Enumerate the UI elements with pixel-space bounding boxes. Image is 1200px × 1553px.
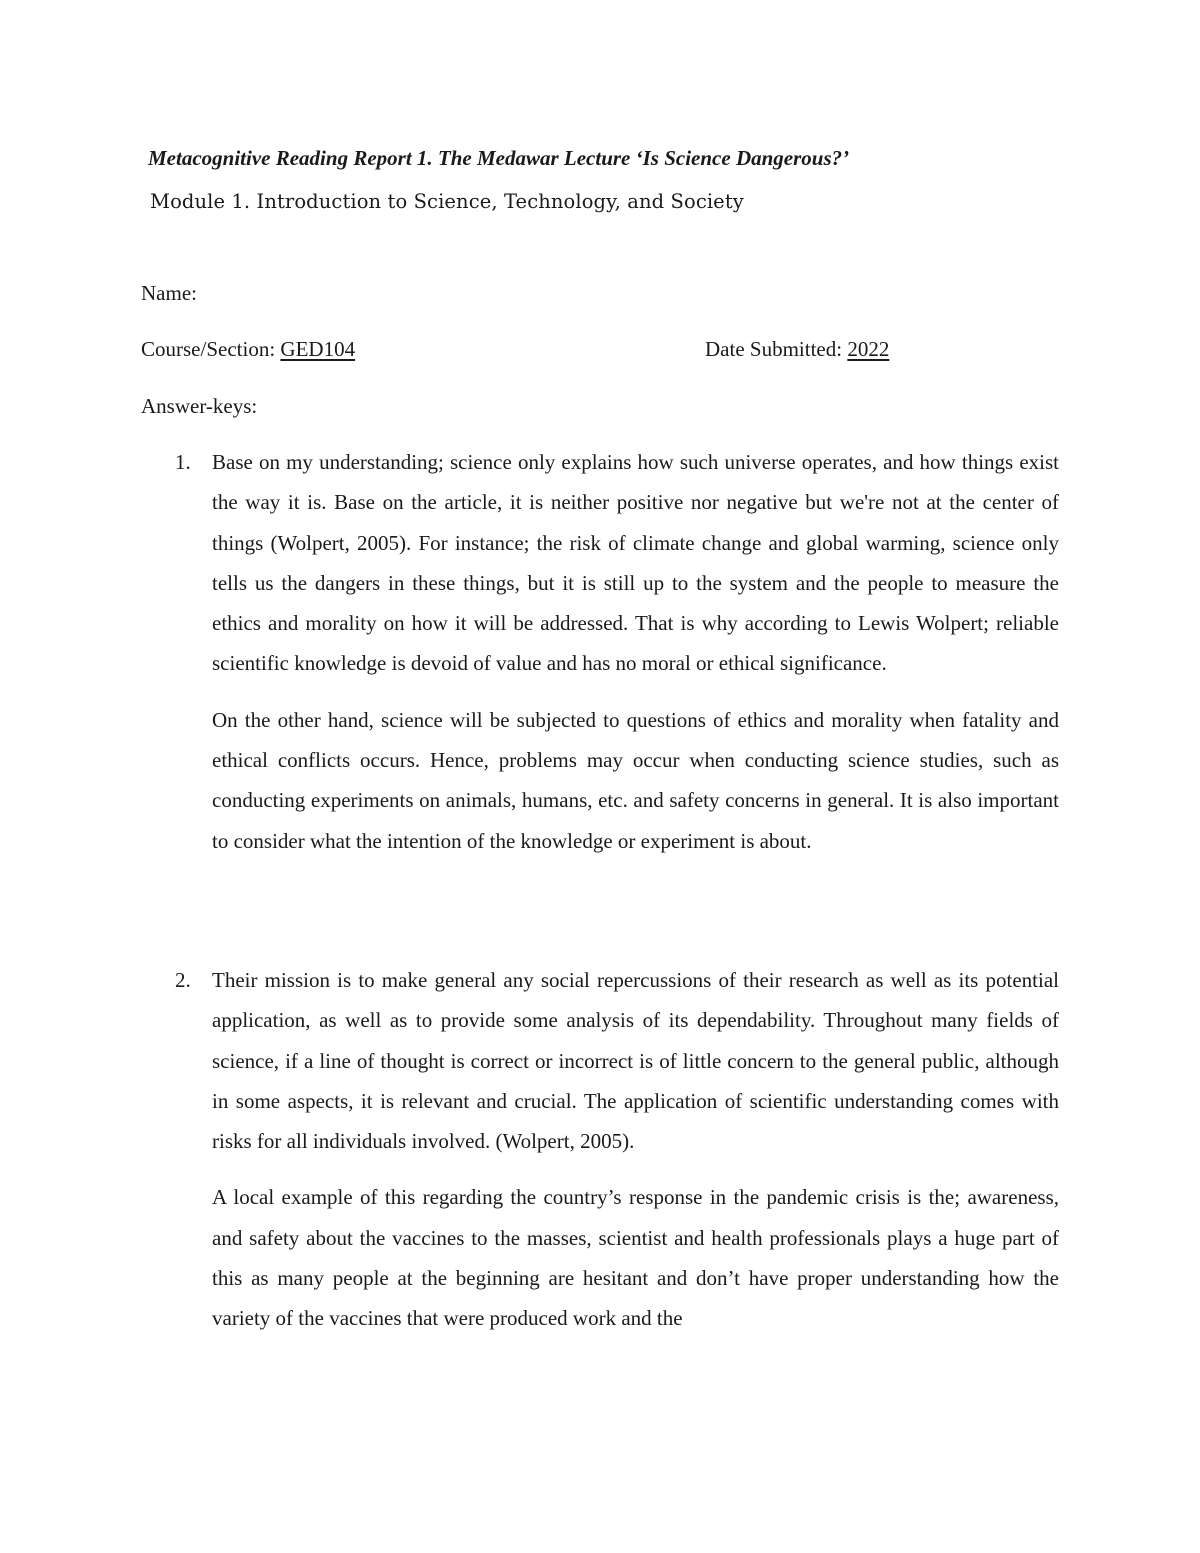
date-submitted-field: [705, 337, 889, 362]
answer-list-item-1: [141, 442, 1059, 877]
list-item: [141, 442, 1059, 861]
answer-paragraph: Base on my understanding; science only explains how such universe operates, and how things exist the way it is. Base on the article, it is neither positive nor negative but we're not at the center of things (Wolpert, 2005). For instance; the risk of climate change and global warming, science only tells us the dangers in these things, but it is still up to the system and the people to measure the ethics and morality on how it will be addressed. That is why according to Lewis Wolpert; reliable scientific knowledge is devoid of value and has no moral or ethical significance.: [212, 450, 1059, 676]
answer-keys-label: Answer-keys:: [141, 394, 258, 418]
answer-paragraph: Their mission is to make general any social repercussions of their research as well as its potential application, as well as to provide some analysis of its dependability. Throughout many fields of science, if a line of thought is correct or incorrect is of little concern to the general public, although in some aspects, it is relevant and crucial. The application of scientific understanding comes with risks for all individuals involved. (Wolpert, 2005).: [212, 968, 1059, 1154]
list-item: [141, 960, 1059, 1339]
name-label: Name:: [141, 281, 197, 305]
date-value: 2022: [847, 337, 890, 361]
item-number: 2.: [175, 968, 191, 992]
answer-paragraph: On the other hand, science will be subjected to questions of ethics and morality when fatality and ethical conflicts occurs. Hence, problems may occur when conducting science studies, such as conducting experiments on animals, humans, etc. and safety concerns in general. It is also important to consider what the intention of the knowledge or experiment is about.: [212, 707, 1059, 853]
module-subtitle: Module 1. Introduction to Science, Technology, and Society: [150, 190, 744, 213]
name-field: [141, 281, 197, 306]
course-section-field: [141, 337, 355, 362]
date-label: Date Submitted:: [705, 337, 848, 361]
item-number: 1.: [175, 450, 191, 474]
answer-list-item-2: [141, 960, 1059, 1355]
course-label: Course/Section:: [141, 337, 281, 361]
report-title: Metacognitive Reading Report 1. The Medawar Lecture ‘Is Science Dangerous?’: [148, 146, 850, 170]
course-value: GED104: [280, 337, 356, 361]
answer-paragraph: A local example of this regarding the country’s response in the pandemic crisis is the; awareness, and safety about the vaccines to the masses, scientist and health professionals plays a huge part of this as many people at the beginning are hesitant and don’t have proper understanding how the variety of the vaccines that were produced work and the: [212, 1185, 1059, 1331]
